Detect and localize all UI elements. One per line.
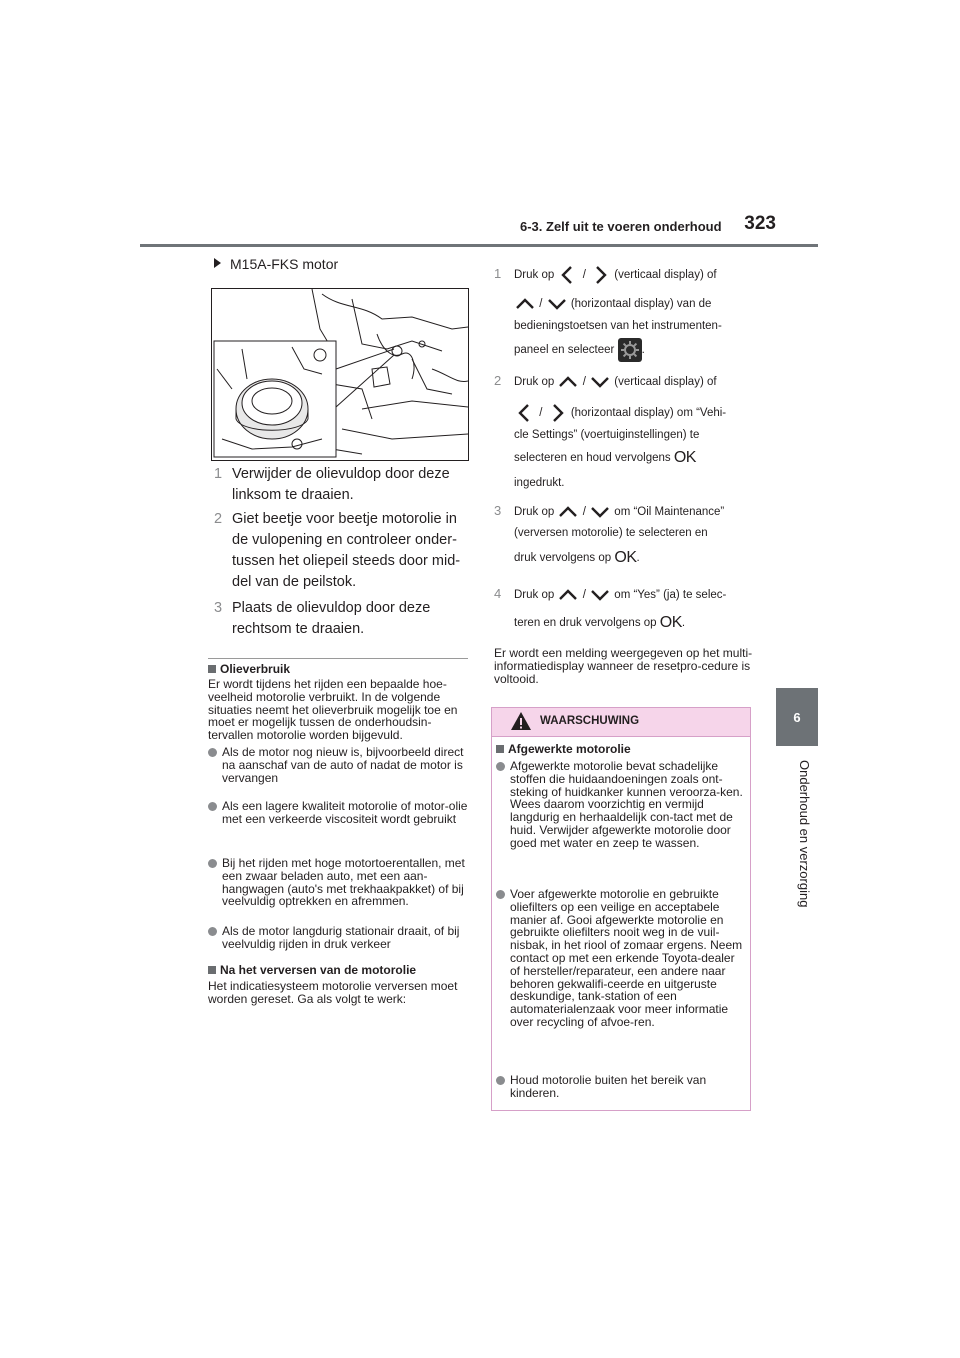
after-change-text: Het indicatiesysteem motorolie verversen moet worden gereset. Ga als volgt te werk: <box>208 979 458 1006</box>
warning-item: Voer afgewerkte motorolie en gebruikte oliefilters op een veilige en acceptabele manier af. Gooi afgewerkte motorolie en gebruikte oliefilters nooit weg in de vuil-nisbak, in het riool of zomaar ergens. Neem contact op met een erkende Toyota-dealer of hersteller/reparateur, een andere naar behoren gekwalifi-ceerde en uitgeruste deskundige, tank-station of een automaterialenzaak voor meer informatie over recycling of afvoe-ren. <box>496 888 744 1029</box>
chevron-up-icon <box>557 587 579 603</box>
warning-title: WAARSCHUWING <box>540 715 640 727</box>
engine-oil-cap-illustration <box>211 288 469 461</box>
right-step-1-line2: / (horizontaal display) van de <box>514 296 711 312</box>
oil-consumption-heading: Olieverbruik <box>208 662 290 676</box>
chevron-down-icon <box>589 587 611 603</box>
chevron-right-icon <box>589 264 611 286</box>
list-item: Als de motor nog nieuw is, bijvoorbeeld direct na aanschaf van de auto of nadat de motor is vervangen <box>208 746 470 784</box>
reset-note: Er wordt een melding weergegeven op het multi-informatiedisplay wanneer de resetpro-cedure is voltooid. <box>494 646 753 686</box>
chevron-right-icon <box>546 402 568 424</box>
right-step-2-line3: cle Settings” (voertuiginstellingen) te <box>514 429 700 441</box>
triangle-bullet-icon <box>214 258 221 268</box>
right-step-2-line5: ingedrukt. <box>514 477 565 489</box>
after-change-heading: Na het verversen van de motorolie <box>208 963 416 977</box>
square-bullet-icon <box>208 665 216 673</box>
right-step-3-line3: druk vervolgens op OK. <box>514 549 640 566</box>
engine-illustration-svg <box>212 289 468 460</box>
warning-item: Houd motorolie buiten het bereik van kinderen. <box>496 1074 744 1100</box>
chevron-down-icon <box>589 374 611 390</box>
warning-triangle-icon <box>510 710 532 732</box>
right-step-1-line3: bedieningstoetsen van het instrumenten- <box>514 320 722 332</box>
ok-button-icon: OK <box>673 449 696 466</box>
header-rule <box>140 244 818 247</box>
bullet-dot-icon <box>208 802 217 811</box>
bullet-dot-icon <box>496 890 505 899</box>
step-item: 3 Plaats de olievuldop door deze rechtsom te draaien. <box>214 600 431 637</box>
list-item: Bij het rijden met hoge motortoerentallen, met een zwaar beladen auto, met een aan-hangwagen (auto's met trekhaakpakket) of bij veelvuldig optrekken en afremmen. <box>208 857 470 908</box>
right-step-2-line2: / (horizontaal display) om “Vehi- <box>514 402 726 424</box>
chevron-down-icon <box>589 504 611 520</box>
warning-divider <box>492 736 750 737</box>
page-number: 323 <box>744 213 776 234</box>
ok-button-icon: OK <box>659 614 682 631</box>
chevron-up-icon <box>557 504 579 520</box>
ok-button-icon: OK <box>614 549 637 566</box>
right-step-2-line4: selecteren en houd vervolgens OK <box>514 449 696 466</box>
right-step-4-line2: teren en druk vervolgens op OK. <box>514 614 686 631</box>
bullet-dot-icon <box>208 859 217 868</box>
chevron-up-icon <box>514 296 536 312</box>
list-item: Als de motor langdurig stationair draait, of bij veelvuldig rijden in druk verkeer <box>208 925 470 951</box>
list-item: Als een lagere kwaliteit motorolie of motor-olie met een verkeerde viscositeit wordt gebruikt <box>208 800 470 826</box>
step-item: 1 Verwijder de olievuldop door deze linksom te draaien. <box>214 466 450 503</box>
oil-consumption-intro: Er wordt tijdens het rijden een bepaalde hoe-veelheid motorolie verbruikt. In de volgende situaties neemt het olieverbruik mogelijk toe en moet er mogelijk tussen de onderhoudsin-tervallen motorolie worden bijgevuld. <box>208 677 458 743</box>
chevron-left-icon <box>514 402 536 424</box>
square-bullet-icon <box>496 745 504 753</box>
chapter-label: Onderhoud en verzorging <box>797 760 812 908</box>
settings-gear-icon <box>618 338 642 362</box>
step-item: 2 Giet beetje voor beetje motorolie in de vulopening en controleer onder-tussen het oliepeil steeds door mid-del van de peilstok. <box>214 511 461 590</box>
right-step-3-line2: (verversen motorolie) te selecteren en <box>514 527 708 539</box>
right-step-3: 3 Druk op / om “Oil Maintenance” <box>494 503 725 518</box>
bullet-dot-icon <box>208 748 217 757</box>
warning-item: Afgewerkte motorolie bevat schadelijke stoffen die huidaandoeningen zoals ont-steking of huidkanker kunnen veroorza-ken. Wees daarom voorzichtig en vermijd langdurig en herhaaldelijk con-tact met de huid. Verwijder afgewerkte motorolie door goed met water en zeep te wassen. <box>496 760 744 850</box>
bullet-dot-icon <box>208 927 217 936</box>
right-step-2: 2 Druk op / (verticaal display) of <box>494 373 717 388</box>
warning-heading: Afgewerkte motorolie <box>496 742 631 756</box>
right-step-1-line4: paneel en selecteer . <box>514 338 645 362</box>
chevron-left-icon <box>557 264 579 286</box>
bullet-dot-icon <box>496 1076 505 1085</box>
divider <box>208 658 468 659</box>
bullet-dot-icon <box>496 762 505 771</box>
chevron-up-icon <box>557 374 579 390</box>
section-title: 6-3. Zelf uit te voeren onderhoud <box>520 219 722 234</box>
right-step-4: 4 Druk op / om “Yes” (ja) te selec- <box>494 586 727 601</box>
chapter-tab <box>776 688 818 746</box>
square-bullet-icon <box>208 966 216 974</box>
chevron-down-icon <box>546 296 568 312</box>
right-step-1: 1 Druk op / (verticaal display) of <box>494 264 717 286</box>
engine-heading: M15A-FKS motor <box>214 256 338 272</box>
chapter-number: 6 <box>793 709 801 725</box>
